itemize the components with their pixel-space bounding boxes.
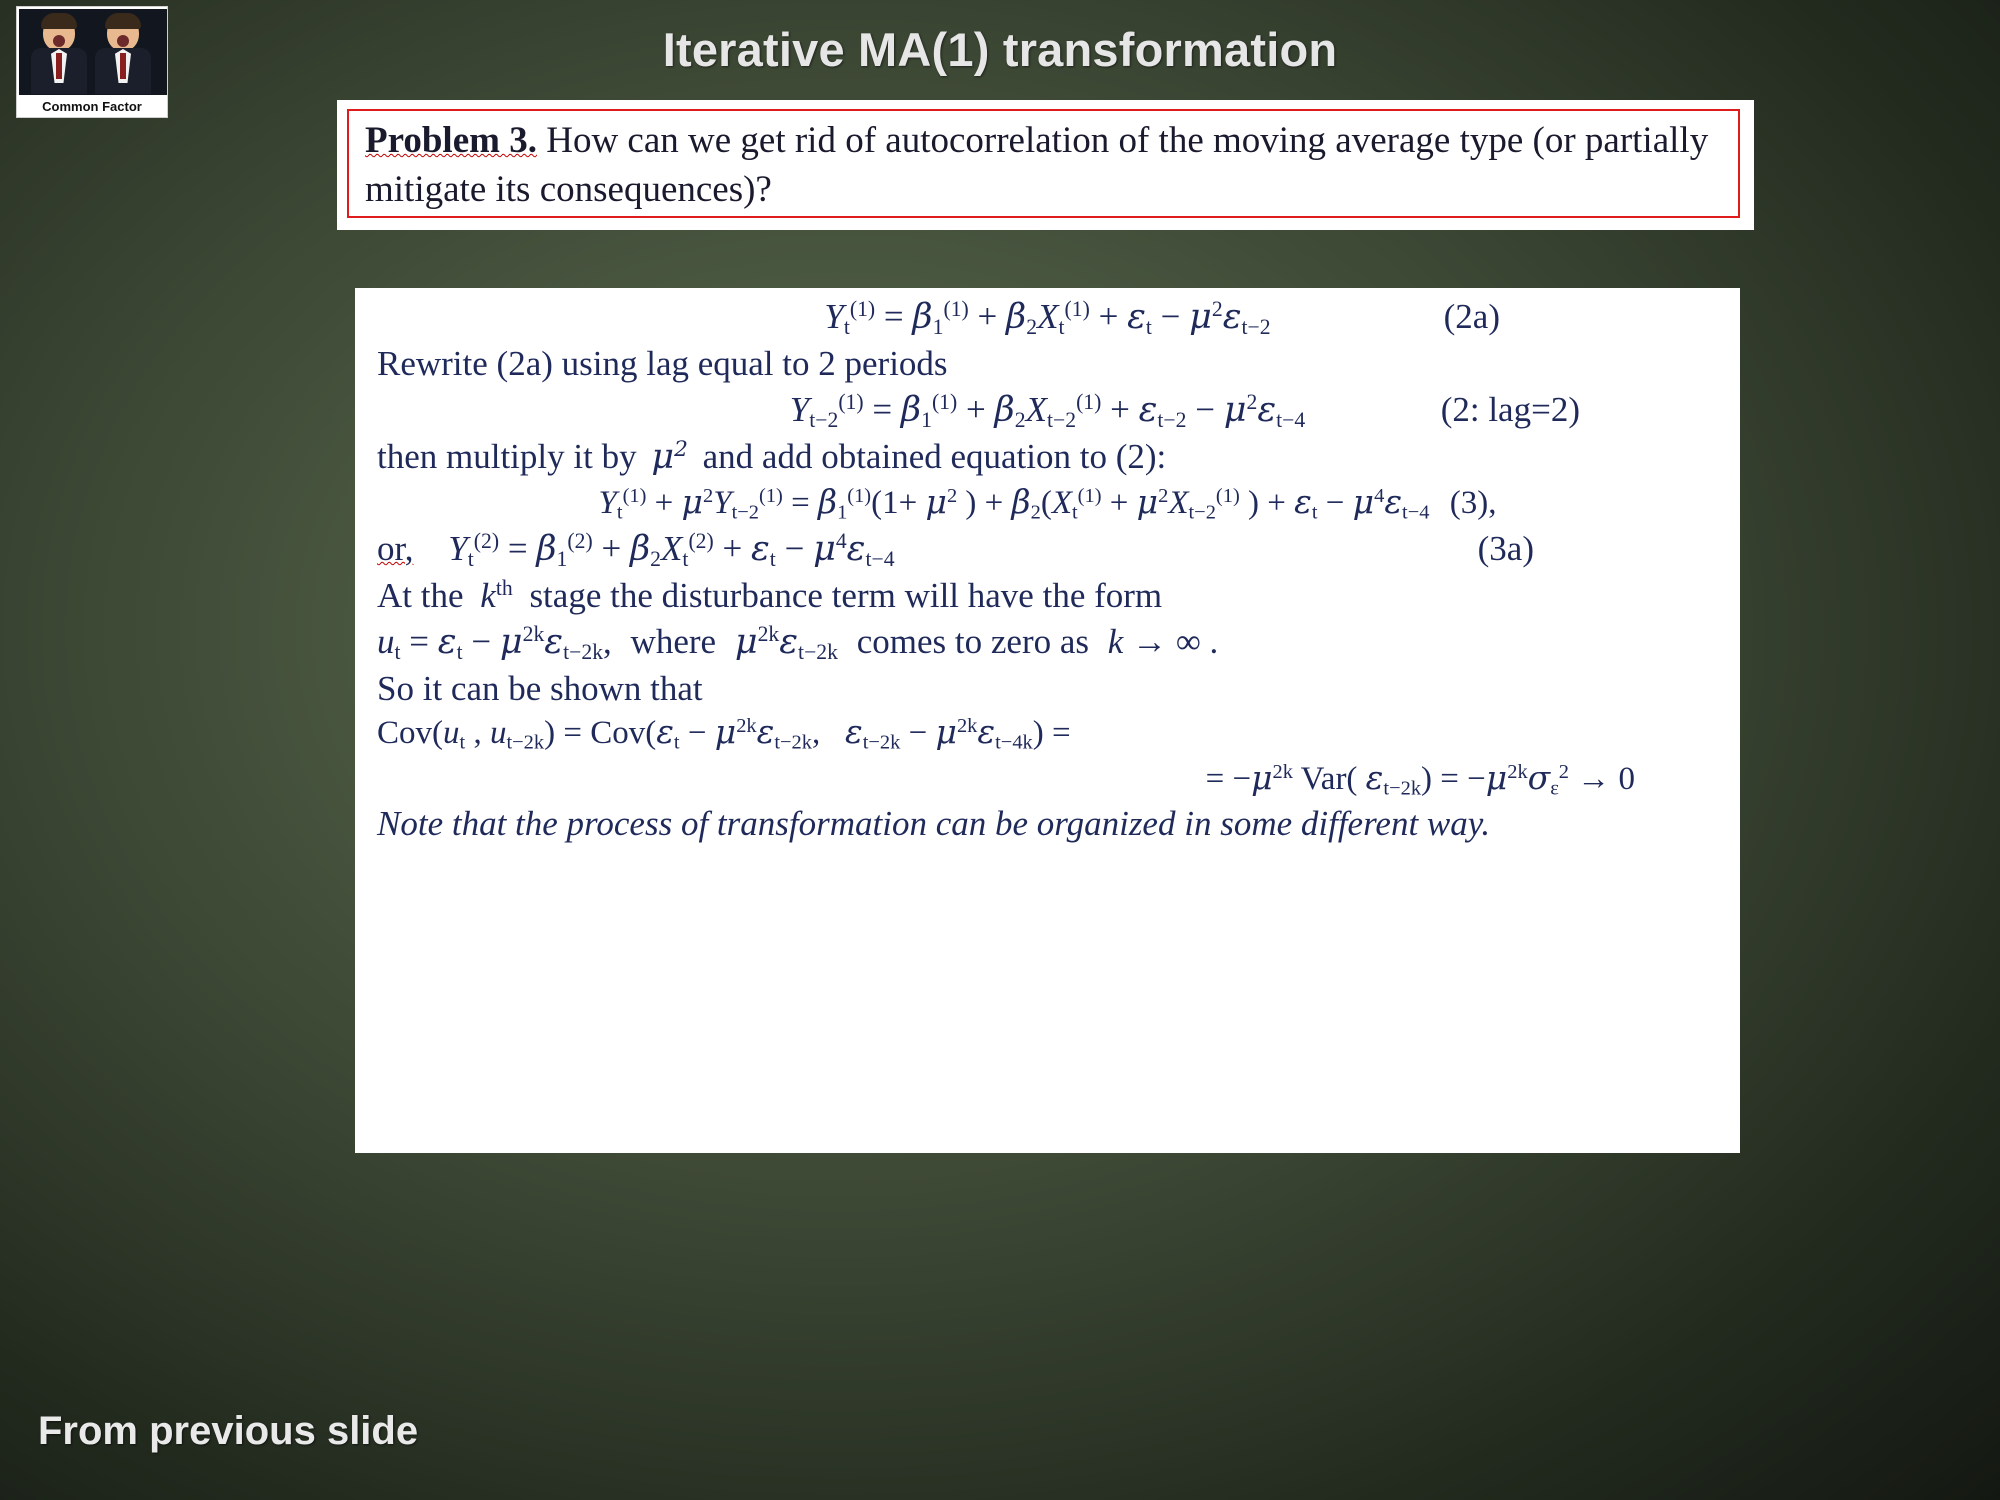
equation-3a: $Y_t^{(2)} = \beta_1^{(2)} + \beta_2X_t^{(2)} + \varepsilon_t - \mu^4\varepsilon_{t-4}$ [448, 528, 895, 571]
line-multiply-part-a: then multiply it by [377, 437, 637, 477]
mu-squared-inline: $\mu^2$ [651, 437, 688, 478]
problem-text-block [365, 117, 1724, 215]
equation-2a-tag: (2a) [1443, 297, 1500, 336]
equation-2a-row [365, 294, 1730, 341]
equation-cov: $Cov(u_t$ , $u_{t-2k}) = Cov(\varepsilon_t - \mu^{2k}\varepsilon_{t-2k}$, $\varepsilon_{t-2k} - \mu^{2k}\varepsilon_{t-4k}$) = [377, 712, 1071, 755]
line-kth-stage [365, 573, 1730, 619]
equation-mu2k: $\mu^{2k}\varepsilon_{t-2k}$ [734, 621, 838, 664]
problem-inner-border [347, 109, 1740, 218]
line-where: where [630, 621, 717, 661]
line-multiply [365, 434, 1730, 481]
two-men-photo-icon [19, 9, 167, 95]
equation-3: $Y_t^{(1)} + \mu^2Y_{t-2}^{(1)} = \beta_1^{(1)}(1+ \mu^2$ ) + $\beta_2(X_t^{(1)} + \mu^2X_{t-2}^{(1)}$ ) + $\varepsilon_t - \mu^4\varepsilon_{t-4}$ (3), [598, 481, 1497, 524]
line-comes-to-zero: comes to zero as [856, 621, 1090, 661]
derivation-note: Note that the process of transformation can be organized in some different way. [377, 803, 1491, 843]
line-or: or, [377, 528, 414, 568]
face-right [95, 15, 151, 93]
line-kth-k: k [480, 576, 496, 616]
equation-k-limit: k → ∞ . [1107, 621, 1219, 661]
equation-3a-line [365, 526, 1742, 573]
equation-3-tag: (3), [1449, 484, 1497, 521]
line-multiply-part-b: and add obtained equation to (2): [702, 437, 1167, 477]
line-kth-th: th [495, 576, 513, 601]
equation-lag2-tag: (2: lag=2) [1440, 389, 1580, 429]
line-kth-part-b: stage the disturbance term will have the form [529, 576, 1163, 616]
line-so-shown: So it can be shown that [377, 668, 703, 708]
page-title: Iterative MA(1) transformation [662, 23, 1338, 76]
equation-lag2-row [365, 387, 1730, 434]
derivation-panel [355, 288, 1740, 1153]
derivation-body [365, 294, 1730, 1147]
equation-3a-row [365, 526, 1730, 573]
common-factor-thumbnail [16, 6, 168, 118]
equation-3-row [365, 481, 1730, 526]
line-disturbance [365, 619, 1730, 666]
equation-lag2: $Y_{t-2}^{(1)} = \beta_1^{(1)} + \beta_2X_{t-2}^{(1)} + \varepsilon_{t-2} - \mu^2\varepsilon_{t-4}$ [789, 389, 1306, 432]
equation-ut: $u_t = \varepsilon_t - \mu^{2k}\varepsilon_{t-2k}$, [377, 621, 621, 664]
footer-note: From previous slide [38, 1409, 419, 1453]
equation-cov-result: = $-\mu^{2k}$ Var( $\varepsilon_{t-2k}) = -\mu^{2k}\sigma_\varepsilon^2 \to 0$ [1205, 757, 1635, 800]
thumbnail-caption: Common Factor [42, 99, 142, 114]
line-rewrite: Rewrite (2a) using lag equal to 2 periods [377, 344, 948, 384]
equation-3a-tag: (3a) [1477, 528, 1534, 568]
face-left [31, 15, 87, 93]
problem-body: How can we get rid of autocorrelation of the moving average type (or partially mitigate its consequences)? [365, 120, 1709, 210]
problem-label: Problem 3. [365, 120, 537, 161]
equation-2a: $Y_t^{(1)} = \beta_1^{(1)} + \beta_2X_t^{(1)} + \varepsilon_t - \mu^2\varepsilon_{t-2}$ [824, 297, 1271, 340]
problem-panel [337, 100, 1754, 230]
line-kth-part-a: At the [377, 576, 464, 616]
